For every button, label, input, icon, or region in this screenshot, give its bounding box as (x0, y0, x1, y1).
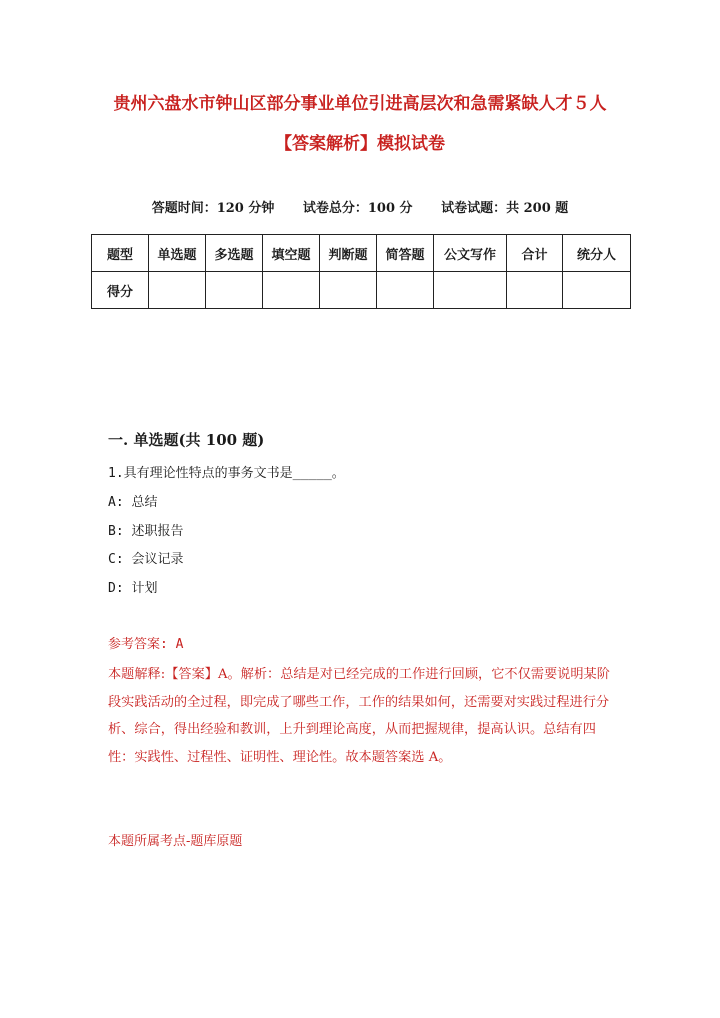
score-table-header-cell: 统分人 (563, 235, 631, 272)
score-table-header-cell: 题型 (92, 235, 149, 272)
section-heading: 一. 单选题(共 100 题) (108, 431, 265, 449)
reference-answer: 参考答案: A (108, 637, 184, 652)
answer-explanation: 本题解释:【答案】A。解析：总结是对已经完成的工作进行回顾，它不仅需要说明某阶段实践活动的全过程，即完成了哪些工作，工作的结果如何，还需要对实践过程进行分析、综合，得出经验和教训，上升到理论高度，从而把握规律，提高认识。总结有四性：实践性、过程性、证明性、理论性。故本题答案选 A。 (108, 667, 610, 765)
option-b: B: 述职报告 (108, 524, 184, 539)
exam-title-line-1: 贵州六盘水市钟山区部分事业单位引进高层次和急需紧缺人才５人 (113, 94, 607, 114)
exam-total-score: 试卷总分：100 分 (302, 201, 413, 216)
score-cell (263, 272, 320, 309)
score-table-header-cell: 合计 (507, 235, 563, 272)
question-stem: 1.具有理论性特点的事务文书是_____。 (108, 466, 345, 481)
option-d: D: 计划 (108, 581, 158, 596)
score-table-header-cell: 公文写作 (434, 235, 507, 272)
score-cell (149, 272, 206, 309)
score-table-header-cell: 填空题 (263, 235, 320, 272)
score-table-header-cell: 单选题 (149, 235, 206, 272)
score-table-header-cell: 多选题 (206, 235, 263, 272)
score-cell (320, 272, 377, 309)
score-table (91, 234, 631, 309)
option-c: C: 会议记录 (108, 552, 184, 567)
score-table-header-cell: 简答题 (377, 235, 434, 272)
score-table-score-row (92, 272, 631, 309)
score-row-label: 得分 (92, 272, 149, 309)
option-a: A: 总结 (108, 495, 158, 510)
exam-time: 答题时间：120 分钟 (151, 201, 275, 216)
question-source: 本题所属考点-题库原题 (108, 834, 243, 849)
score-cell (206, 272, 263, 309)
exam-question-count: 试卷试题：共 200 题 (441, 201, 569, 216)
score-table-header-row (92, 235, 631, 272)
score-cell (434, 272, 507, 309)
score-cell (563, 272, 631, 309)
score-table-header-cell: 判断题 (320, 235, 377, 272)
exam-title-line-2: 【答案解析】模拟试卷 (275, 134, 445, 154)
score-cell (377, 272, 434, 309)
score-cell (507, 272, 563, 309)
exam-meta (90, 200, 630, 218)
